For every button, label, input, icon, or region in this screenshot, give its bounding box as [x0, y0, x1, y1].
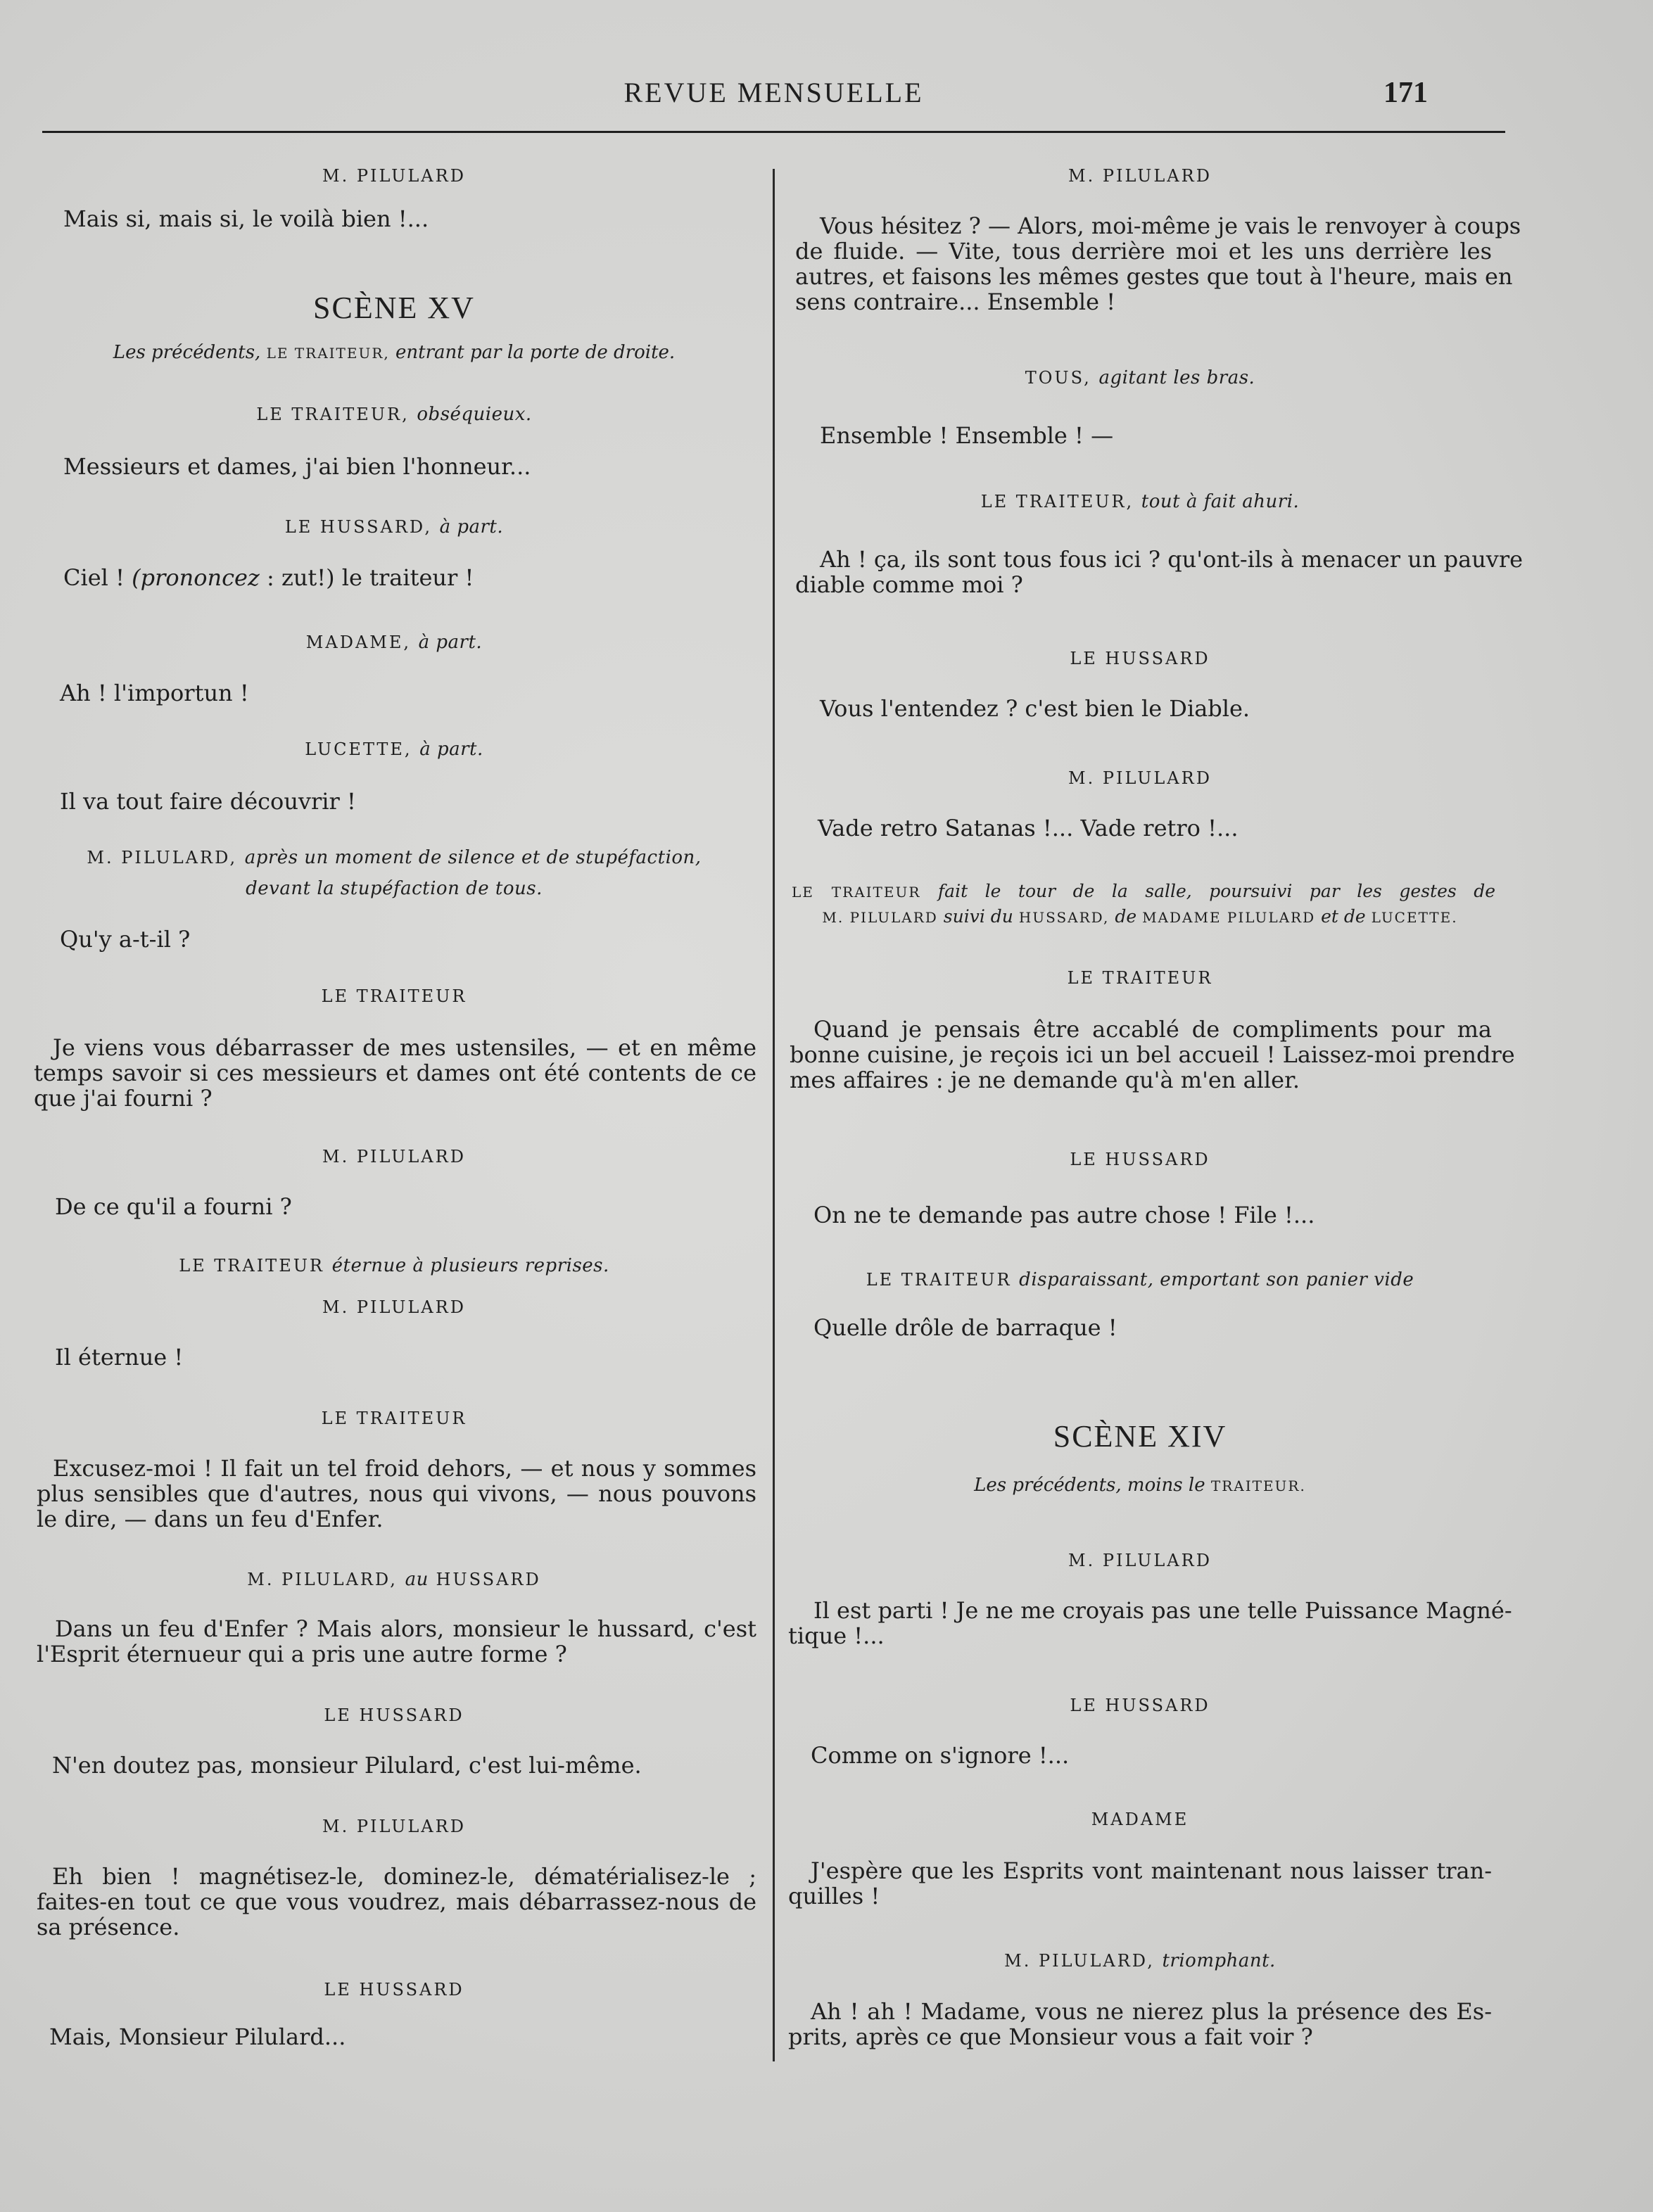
left-column: [34, 0, 756, 2212]
dialogue-line: mes affaires : je ne demande qu'à m'en aller.: [790, 1067, 1300, 1093]
speaker-label: [788, 1950, 1492, 1971]
dialogue-line: [63, 564, 474, 591]
scene-title: SCÈNE XV: [313, 291, 475, 325]
dialogue-line: De ce qu'il a fourni ?: [55, 1193, 292, 1220]
dialogue-line: N'en doutez pas, monsieur Pilulard, c'est lui-même.: [52, 1752, 642, 1779]
dialogue-line: Vous hésitez ? — Alors, moi-même je vais le renvoyer à coups: [820, 212, 1521, 239]
stage-direction-text: fait le tour de la salle, poursuivi par les gestes de: [937, 881, 1495, 901]
dialogue-line: Dans un feu d'Enfer ? Mais alors, monsieur le hussard, c'est: [55, 1615, 756, 1642]
dialogue-line: Il est parti ! Je ne me croyais pas une telle Puissance Magné-: [813, 1597, 1512, 1624]
page-number: 171: [1383, 77, 1428, 109]
speaker-label: [42, 516, 746, 538]
dialogue-line: Mais si, mais si, le voilà bien !...: [63, 205, 429, 232]
speaker-label-continued: [42, 878, 746, 899]
dialogue-aside: (prononcez: [132, 564, 260, 591]
speaker-label: LE TRAITEUR: [321, 1409, 467, 1428]
dialogue-line: Il éternue !: [55, 1344, 184, 1371]
speaker-direction: agitant les bras.: [1098, 367, 1255, 388]
dialogue-line: que j'ai fourni ?: [34, 1085, 213, 1112]
dialogue-line: Mais, Monsieur Pilulard...: [49, 2023, 346, 2050]
dialogue-line: tique !...: [788, 1622, 885, 1649]
speaker-direction: obséquieux.: [417, 404, 532, 425]
dialogue-line: faites-en tout ce que vous voudrez, mais débarrassez-nous de: [37, 1888, 756, 1915]
journal-title: REVUE MENSUELLE: [623, 77, 924, 108]
dialogue-line: Excusez-moi ! Il fait un tel froid dehors, — et nous y sommes: [53, 1455, 756, 1482]
dialogue-line: quilles !: [788, 1883, 880, 1909]
speaker-label: M. PILULARD: [322, 1147, 466, 1167]
dialogue-line: Ah ! ah ! Madame, vous ne nierez plus la présence des Es-: [811, 1998, 1492, 2025]
scene-title: SCÈNE XIV: [1053, 1419, 1227, 1454]
stage-direction-text: suivi du: [943, 906, 1013, 927]
stage-direction: [792, 881, 1495, 901]
speaker-label: M. PILULARD: [1068, 1551, 1212, 1570]
speaker-label: [42, 632, 746, 653]
dialogue-line: autres, et faisons les mêmes gestes que tout à l'heure, mais en: [795, 263, 1513, 290]
speaker-name: M. PILULARD,: [1004, 1951, 1155, 1971]
speaker-name: M. PILULARD,: [247, 1570, 398, 1589]
speaker-name: LUCETTE,: [305, 739, 412, 759]
stage-direction-text: Les précédents, moins le: [974, 1475, 1205, 1496]
speaker-label: [788, 491, 1492, 512]
speaker-label: M. PILULARD: [322, 1817, 466, 1836]
speaker-label: LE HUSSARD: [1070, 649, 1210, 668]
speaker-name: TOUS,: [1025, 368, 1091, 388]
speaker-name: M. PILULARD,: [87, 848, 238, 867]
speaker-label: LE TRAITEUR: [321, 986, 467, 1006]
speaker-name: MADAME,: [305, 633, 411, 652]
speaker-label: [42, 739, 746, 760]
dialogue-line: Ensemble ! Ensemble ! —: [820, 422, 1114, 449]
speaker-label: LE HUSSARD: [324, 1980, 464, 2000]
speaker-name: HUSSARD: [436, 1570, 541, 1589]
speaker-direction: à part.: [418, 632, 483, 653]
speaker-label: [42, 404, 746, 425]
speaker-direction: au: [405, 1569, 429, 1590]
speaker-name: LE TRAITEUR,: [980, 492, 1134, 511]
speaker-direction: devant la stupéfaction de tous.: [246, 878, 543, 899]
dialogue-line: diable comme moi ?: [795, 571, 1023, 598]
character-name: LE TRAITEUR,: [266, 345, 390, 362]
dialogue-line: Ah ! l'importun !: [60, 680, 249, 706]
speaker-label: M. PILULARD: [322, 166, 466, 186]
speaker-label: LE TRAITEUR: [1067, 968, 1213, 988]
dialogue-line: sa présence.: [37, 1914, 180, 1940]
column-divider: [773, 169, 775, 2061]
character-name: LE TRAITEUR: [792, 884, 921, 901]
speaker-label: [42, 1255, 746, 1276]
stage-direction: [42, 342, 746, 363]
speaker-label: [42, 1569, 746, 1590]
dialogue-line: Ah ! ça, ils sont tous fous ici ? qu'ont-ils à menacer un pauvre: [820, 546, 1524, 573]
speaker-label: LE HUSSARD: [1070, 1696, 1210, 1715]
stage-direction: [788, 906, 1492, 927]
character-name: LUCETTE.: [1371, 909, 1458, 926]
dialogue-line: Je viens vous débarrasser de mes ustensiles, — et en même: [53, 1034, 756, 1061]
speaker-label: LE HUSSARD: [324, 1705, 464, 1725]
speaker-direction: disparaissant, emportant son panier vide: [1019, 1269, 1414, 1290]
dialogue-line: Eh bien ! magnétisez-le, dominez-le, dématérialisez-le ;: [52, 1863, 756, 1890]
dialogue-line: Il va tout faire découvrir !: [60, 788, 356, 815]
dialogue-line: le dire, — dans un feu d'Enfer.: [37, 1506, 384, 1532]
speaker-label: M. PILULARD: [1068, 166, 1212, 186]
dialogue-line: On ne te demande pas autre chose ! File !...: [813, 1202, 1315, 1228]
speaker-name: LE HUSSARD,: [284, 517, 432, 537]
stage-direction-text: et de: [1321, 906, 1366, 927]
character-name: M. PILULARD: [822, 909, 938, 926]
character-name: MADAME PILULARD: [1142, 909, 1316, 926]
speaker-direction: éternue à plusieurs reprises.: [331, 1255, 609, 1276]
stage-direction-text: entrant par la porte de droite.: [395, 342, 676, 363]
speaker-label: M. PILULARD: [1068, 768, 1212, 788]
speaker-direction: à part.: [419, 739, 483, 760]
speaker-name: LE TRAITEUR: [866, 1270, 1012, 1290]
dialogue-line: prits, après ce que Monsieur vous a fait voir ?: [788, 2023, 1313, 2050]
dialogue-text: Ciel !: [63, 564, 132, 591]
speaker-label: LE HUSSARD: [1070, 1150, 1210, 1169]
dialogue-line: l'Esprit éternueur qui a pris une autre forme ?: [37, 1641, 567, 1667]
dialogue-line: Comme on s'ignore !...: [811, 1742, 1070, 1769]
speaker-name: LE TRAITEUR,: [256, 405, 410, 424]
dialogue-line: Messieurs et dames, j'ai bien l'honneur...: [63, 453, 531, 480]
dialogue-line: J'espère que les Esprits vont maintenant nous laisser tran-: [811, 1857, 1492, 1884]
dialogue-line: Vade retro Satanas !... Vade retro !...: [818, 815, 1239, 841]
stage-direction-text: Les précédents,: [113, 342, 261, 363]
stage-direction-text: de: [1115, 906, 1137, 927]
stage-direction: [788, 1475, 1492, 1496]
dialogue-line: Vous l'entendez ? c'est bien le Diable.: [820, 695, 1250, 722]
speaker-direction: après un moment de silence et de stupéfaction,: [244, 847, 702, 868]
character-name: TRAITEUR.: [1210, 1477, 1306, 1494]
dialogue-line: sens contraire... Ensemble !: [795, 288, 1116, 315]
speaker-direction: tout à fait ahuri.: [1141, 491, 1300, 512]
speaker-name: LE TRAITEUR: [179, 1256, 325, 1276]
speaker-direction: triomphant.: [1162, 1950, 1276, 1971]
character-name: HUSSARD,: [1018, 909, 1110, 926]
dialogue-line: de fluide. — Vite, tous derrière moi et les uns derrière les: [795, 238, 1492, 265]
dialogue-line: Qu'y a-t-il ?: [60, 926, 191, 953]
speaker-label: M. PILULARD: [322, 1297, 466, 1317]
speaker-label: [788, 1269, 1492, 1290]
right-column: [788, 0, 1524, 2212]
dialogue-line: temps savoir si ces messieurs et dames ont été contents de ce: [34, 1060, 756, 1086]
dialogue-text: : zut!) le traiteur !: [259, 564, 474, 591]
speaker-label: [788, 367, 1492, 388]
dialogue-line: bonne cuisine, je reçois ici un bel accueil ! Laissez-moi prendre: [790, 1041, 1515, 1068]
speaker-label: [42, 847, 746, 868]
dialogue-line: Quand je pensais être accablé de compliments pour ma: [813, 1016, 1492, 1043]
speaker-direction: à part.: [439, 516, 504, 538]
speaker-label: MADAME: [1091, 1810, 1189, 1829]
dialogue-line: Quelle drôle de barraque !: [813, 1314, 1117, 1341]
dialogue-line: plus sensibles que d'autres, nous qui vivons, — nous pouvons: [37, 1480, 756, 1507]
